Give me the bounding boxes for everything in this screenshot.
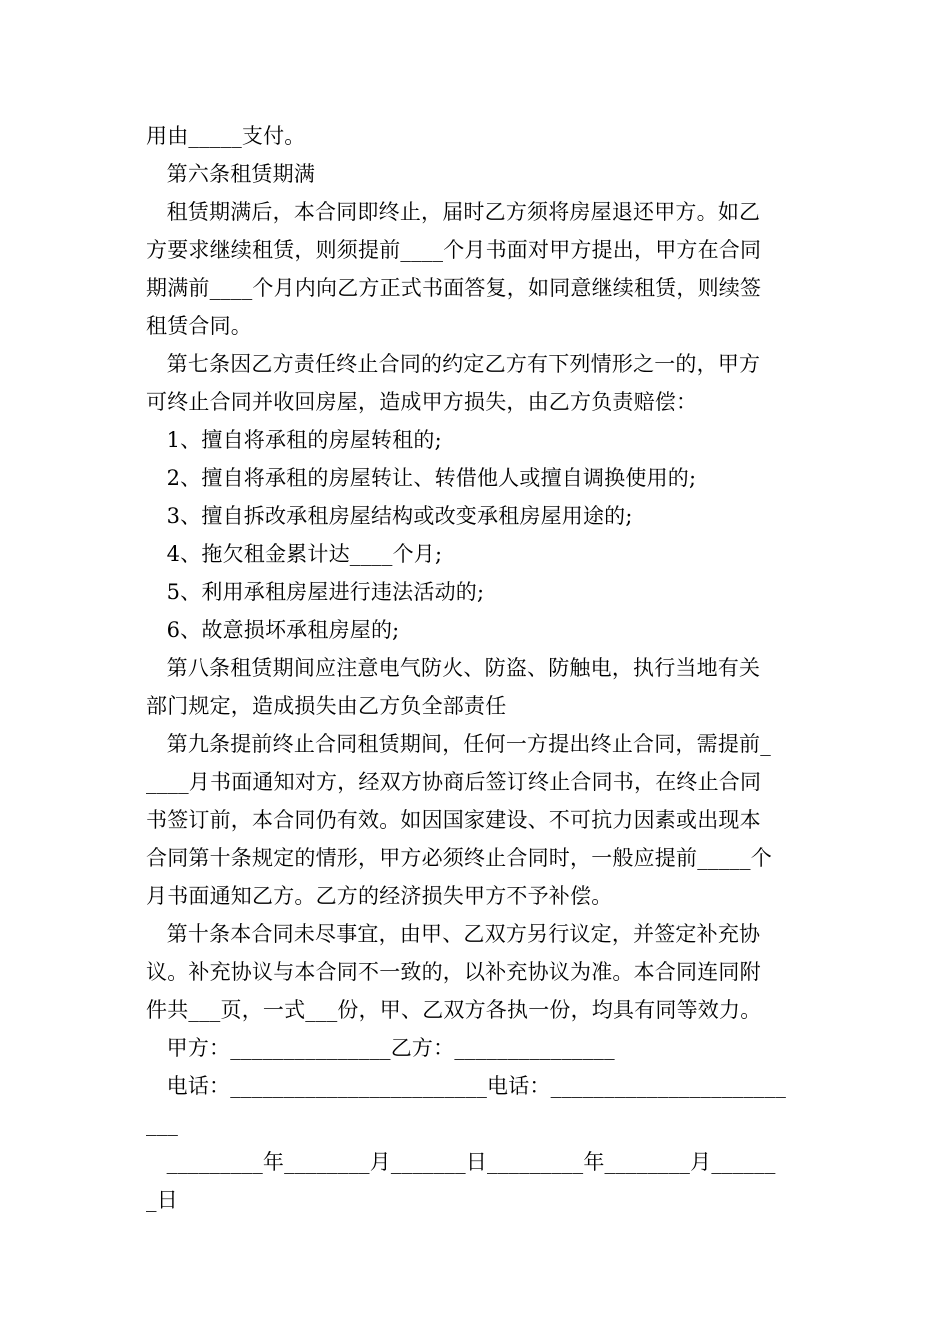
text-line: 议。补充协议与本合同不一致的，以补充协议为准。本合同连同附 [146, 960, 761, 984]
article-8-heading: 第八条租赁期间应注意电气防火、防盗、防触电，执行当地有关 [146, 656, 761, 680]
text-line: 书签订前，本合同仍有效。如因国家建设、不可抗力因素或出现本 [146, 808, 761, 832]
article-7-heading: 第七条因乙方责任终止合同的约定乙方有下列情形之一的，甲方 [146, 352, 761, 376]
text-line: 件共___页，一式___份，甲、乙双方各执一份，均具有同等效力。 [146, 998, 762, 1022]
list-item: 1、擅自将承租的房屋转租的; [146, 428, 442, 452]
text-line: 租赁期满后，本合同即终止，届时乙方须将房屋退还甲方。如乙 [146, 200, 761, 224]
text-line: 可终止合同并收回房屋，造成甲方损失，由乙方负责赔偿： [146, 390, 698, 414]
date-line-continued: _日 [146, 1188, 178, 1212]
text-line: 合同第十条规定的情形，甲方必须终止合同时，一般应提前_____个 [146, 846, 772, 870]
list-item: 6、故意损坏承租房屋的; [146, 618, 400, 642]
list-item: 3、擅自拆改承租房屋结构或改变承租房屋用途的; [146, 504, 633, 528]
text-line: 用由_____支付。 [146, 124, 306, 148]
text-line: 方要求继续租赁，则须提前____个月书面对甲方提出，甲方在合同 [146, 238, 762, 262]
article-9-heading: 第九条提前终止合同租赁期间，任何一方提出终止合同，需提前_ [146, 732, 771, 756]
list-item: 5、利用承租房屋进行违法活动的; [146, 580, 485, 604]
phone-line-continued: ___ [146, 1112, 179, 1136]
text-line: 月书面通知乙方。乙方的经济损失甲方不予补偿。 [146, 884, 613, 908]
date-line: _________年________月_______日_________年________月______ [146, 1150, 776, 1174]
text-line: 租赁合同。 [146, 314, 252, 338]
text-line: ____月书面通知对方，经双方协商后签订终止合同书，在终止合同 [146, 770, 762, 794]
article-6-heading: 第六条租赁期满 [146, 162, 316, 186]
party-signature-line: 甲方：_______________乙方：_______________ [146, 1036, 615, 1060]
article-10-heading: 第十条本合同未尽事宜，由甲、乙双方另行议定，并签定补充协 [146, 922, 761, 946]
text-line: 期满前____个月内向乙方正式书面答复，如同意继续租赁，则续签 [146, 276, 762, 300]
list-item: 2、擅自将承租的房屋转让、转借他人或擅自调换使用的; [146, 466, 697, 490]
text-line: 部门规定，造成损失由乙方负全部责任 [146, 694, 507, 718]
phone-line: 电话：________________________电话：______________________ [146, 1074, 787, 1098]
list-item: 4、拖欠租金累计达____个月; [146, 542, 443, 566]
